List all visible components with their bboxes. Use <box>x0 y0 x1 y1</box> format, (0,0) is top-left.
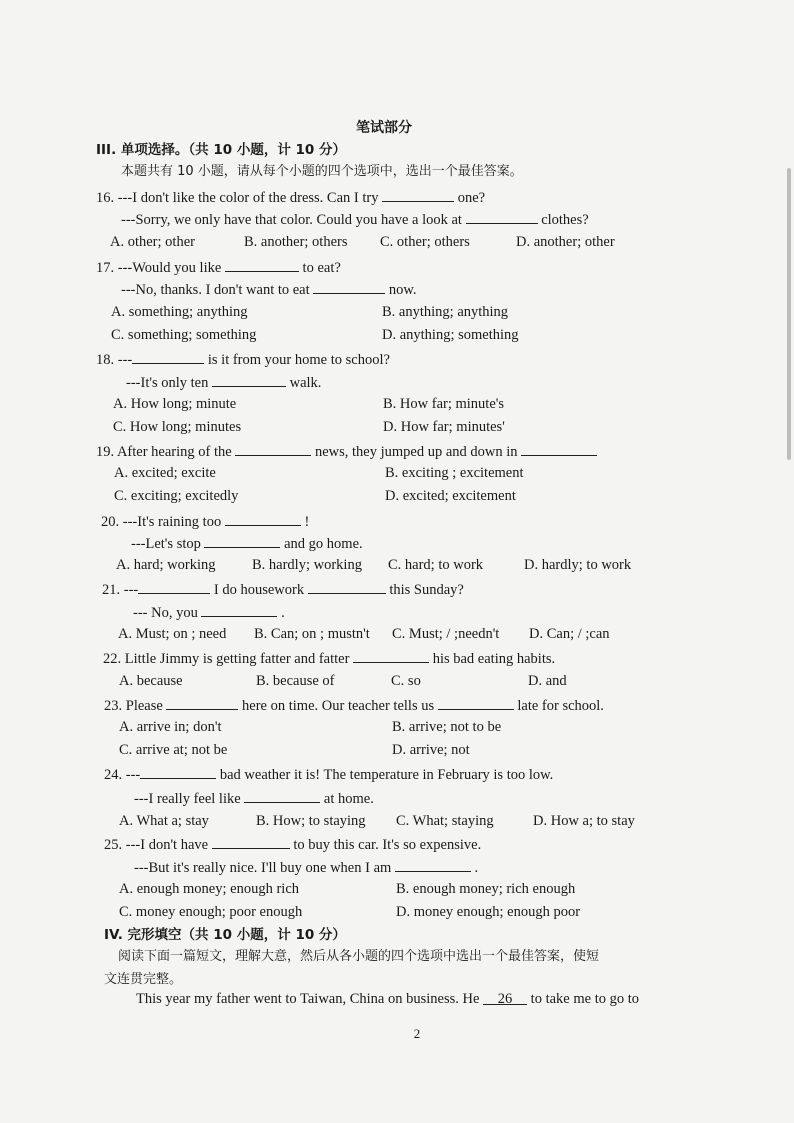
option: A. Must; on ; need <box>118 626 227 642</box>
answer-blank <box>201 602 277 617</box>
section-instruction-iv-line-1: 阅读下面一篇短文，理解大意，然后从各小题的四个选项中选出一个最佳答案，使短 <box>118 949 600 964</box>
option: A. excited; excite <box>114 465 216 481</box>
question-24-line-2: ---I really feel like at home. <box>134 788 374 808</box>
option: C. Must; / ;needn't <box>392 626 500 642</box>
answer-blank <box>140 764 216 779</box>
option: A. enough money; enough rich <box>119 881 300 897</box>
option: C. other; others <box>380 234 470 250</box>
option: B. arrive; not to be <box>392 719 502 735</box>
question-23-line-1: 23. Please here on time. Our teacher tells us late for school. <box>104 695 604 715</box>
option: D. another; other <box>516 234 615 250</box>
answer-blank <box>395 857 471 872</box>
answer-blank <box>132 349 204 364</box>
passage-line-1: This year my father went to Taiwan, China on business. He 26 to take me to go to <box>136 991 639 1007</box>
question-20-line-1: 20. ---It's raining too ! <box>101 511 309 531</box>
option: A. hard; working <box>116 557 216 573</box>
option: A. arrive in; don't <box>119 719 222 735</box>
option: A. because <box>119 673 183 689</box>
option: A. something; anything <box>111 304 248 320</box>
option: B. How far; minute's <box>383 396 505 412</box>
answer-blank <box>466 209 538 224</box>
answer-blank <box>313 279 385 294</box>
answer-blank <box>212 372 286 387</box>
option: C. something; something <box>111 327 257 343</box>
option: D. How a; to stay <box>533 813 635 829</box>
question-25-line-1: 25. ---I don't have to buy this car. It's so expensive. <box>104 834 481 854</box>
question-25-line-2: ---But it's really nice. I'll buy one when I am . <box>134 857 478 877</box>
option: B. because of <box>256 673 335 689</box>
answer-blank-26: 26 <box>483 990 527 1005</box>
option: C. hard; to work <box>388 557 484 573</box>
section-instruction-iii: 本题共有 10 小题，请从每个小题的四个选项中，选出一个最佳答案。 <box>121 164 523 179</box>
question-17-line-2: ---No, thanks. I don't want to eat now. <box>121 279 417 299</box>
option: B. Can; on ; mustn't <box>254 626 370 642</box>
page-number: 2 <box>413 1026 421 1041</box>
question-19-line-1: 19. After hearing of the news, they jumped up and down in <box>96 441 597 461</box>
answer-blank <box>235 441 311 456</box>
option: D. How far; minutes' <box>383 419 505 435</box>
answer-blank <box>308 579 386 594</box>
option: D. excited; excitement <box>385 488 516 504</box>
question-18-line-2: ---It's only ten walk. <box>126 372 321 392</box>
answer-blank <box>382 187 454 202</box>
answer-blank <box>204 533 280 548</box>
option: C. What; staying <box>396 813 494 829</box>
answer-blank <box>166 695 238 710</box>
question-17-line-1: 17. ---Would you like to eat? <box>96 257 341 277</box>
question-16-line-1: 16. ---I don't like the color of the dress. Can I try one? <box>96 187 485 207</box>
page-title: 笔试部分 <box>356 120 412 136</box>
question-24-line-1: 24. --- bad weather it is! The temperature in February is too low. <box>104 764 553 784</box>
option: D. Can; / ;can <box>529 626 610 642</box>
option: D. anything; something <box>382 327 519 343</box>
answer-blank <box>244 788 320 803</box>
option: A. other; other <box>110 234 195 250</box>
option: C. arrive at; not be <box>119 742 228 758</box>
answer-blank <box>438 695 514 710</box>
option: C. money enough; poor enough <box>119 904 303 920</box>
section-heading-iv: IV. 完形填空（共 10 小题，计 10 分） <box>104 927 346 943</box>
option: B. How; to staying <box>256 813 366 829</box>
answer-blank <box>138 579 210 594</box>
option: C. How long; minutes <box>113 419 242 435</box>
question-18-line-1: 18. --- is it from your home to school? <box>96 349 390 369</box>
section-heading-iii: III. 单项选择。（共 10 小题，计 10 分） <box>96 142 347 158</box>
option: B. enough money; rich enough <box>396 881 576 897</box>
option: D. hardly; to work <box>524 557 632 573</box>
option: C. exciting; excitedly <box>114 488 239 504</box>
option: B. anything; anything <box>382 304 509 320</box>
answer-blank <box>353 648 429 663</box>
question-16-line-2: ---Sorry, we only have that color. Could you have a look at clothes? <box>121 209 589 229</box>
answer-blank <box>225 511 301 526</box>
option: B. hardly; working <box>252 557 362 573</box>
option: D. money enough; enough poor <box>396 904 581 920</box>
answer-blank <box>212 834 290 849</box>
question-21-line-1: 21. --- I do housework this Sunday? <box>102 579 464 599</box>
option: D. arrive; not <box>392 742 470 758</box>
question-22-line-1: 22. Little Jimmy is getting fatter and fatter his bad eating habits. <box>103 648 555 668</box>
option: D. and <box>528 673 567 689</box>
option: A. What a; stay <box>119 813 209 829</box>
section-instruction-iv-line-2: 文连贯完整。 <box>104 972 183 987</box>
answer-blank <box>225 257 299 272</box>
question-20-line-2: ---Let's stop and go home. <box>131 533 363 553</box>
answer-blank <box>521 441 597 456</box>
option: C. so <box>391 673 421 689</box>
option: B. exciting ; excitement <box>385 465 524 481</box>
question-21-line-2: --- No, you . <box>133 602 285 622</box>
option: A. How long; minute <box>113 396 237 412</box>
option: B. another; others <box>244 234 348 250</box>
